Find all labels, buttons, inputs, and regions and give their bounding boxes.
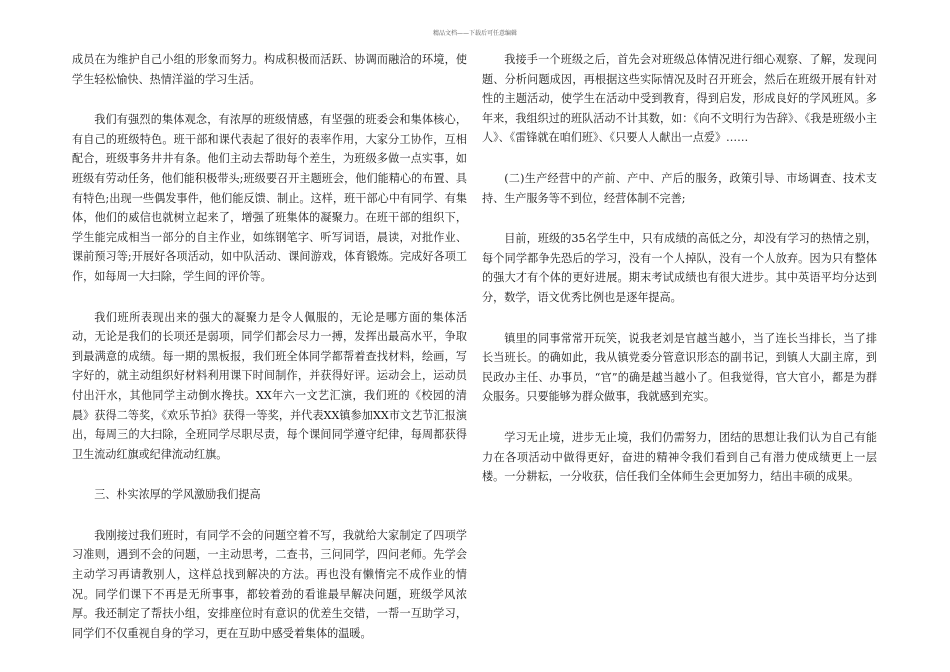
right-paragraph-4: 镇里的同事常常开玩笑，说我老刘是官越当越小，当了连长当排长，当了排长当班长。的确如此，我从镇党委分管意识形态的副书记，到镇人大副主席，到民政办主任、办事员，“官”的确是越当越小了。但我觉得，官大官小，都是为群众服务。只要能够为群众做事，我就感到充实。: [482, 331, 877, 404]
left-column: [72, 50, 467, 643]
right-column: [482, 50, 877, 487]
right-paragraph-2: (二)生产经营中的产前、产中、产后的服务，政策引导、市场调查、技术支持、生产服务等不到位，经营体制不完善;: [482, 171, 877, 205]
left-paragraph-4: 我刚接过我们班时，有同学不会的问题空着不写，我就给大家制定了四项学习准则，遇到不会的问题，一主动思考，二查书，三问同学，四问老师。先学会主动学习再请教别人，这样总找到解决的方法。再也没有懒惰完不成作业的情况。同学们课下不再是无所事事，都较着劲的看谁最早解决问题，班级学风浓厚。我还制定了帮扶小组，安排座位时有意识的优差生交错，一帮一互助学习，同学们不仅重视自身的学习，更在互助中感受着集体的温暖。: [72, 528, 467, 640]
section-heading-3: 三、朴实浓厚的学风激励我们提高: [94, 488, 261, 502]
right-paragraph-5: 学习无止境，进步无止境，我们仍需努力，团结的思想让我们认为自己有能力在各项活动中做得更好，奋进的精神令我们看到自己有潜力使成绩更上一层楼。一分耕耘，一分收获，信任我们全体师生会更加努力，结出丰硕的成果。: [482, 430, 877, 484]
right-paragraph-1: 我接手一个班级之后，首先会对班级总体情况进行细心观察、了解，发现问题、分析问题成因，再根据这些实际情况及时召开班会，然后在班级开展有针对性的主题活动，使学生在活动中受到教育，得到启发，形成良好的学风班风。多年来，我组织过的班队活动不计其数，如：《向不文明行为告辞》、《我是班级小主人》、《雷锋就在咱们班》、《只要人人献出一点爱》……: [482, 53, 877, 145]
left-paragraph-2: 我们有强烈的集体观念，有浓厚的班级情感，有坚强的班委会和集体核心，有自己的班级特色。班干部和课代表起了很好的表率作用，大家分工协作，互相配合，班级事务井井有条。他们主动去帮助每个差生，为班级多做一点实事，如班级有劳动任务，他们能积极带头;班级要召开主题班会，他们能精心的布置、具有特色;出现一些偶发事件，他们能反馈、制止。这样，班干部心中有同学、有集体，他们的威信也就树立起来了，增强了班集体的凝聚力。在班干部的组织下，学生能完成相当一部分的自主作业，如练钢笔字、听写词语，晨读，对批作业、课前预习等;开展好各项活动，如中队活动、课间游戏，体育锻炼。完成好各项工作，如每周一大扫除，学生间的评价等。: [72, 113, 467, 283]
left-paragraph-3: 我们班所表现出来的强大的凝聚力是令人佩服的，无论是哪方面的集体活动，无论是我们的长项还是弱项，同学们都会尽力一搏，发挥出最高水平，争取到最满意的成绩。每一期的黑板报，我们班全体同学都帮着查找材料，绘画，写字好的，就主动组织好材料利用课下时间制作，并获得好评。运动会上，运动员付出汗水，其他同学主动倒水搀扶。XX年六一文艺汇演，我们班的《校园的清晨》获得二等奖，《欢乐节拍》获得一等奖，并代表XX镇参加XX市文艺节汇报演出，每周三的大扫除，全班同学尽职尽责，每个课间同学遵守纪律，每周都获得卫生流动红旗或纪律流动红旗。: [72, 310, 467, 461]
page-header: 精品文档——下载后可任意编辑: [432, 30, 517, 37]
left-paragraph-1: 成员在为维护自己小组的形象而努力。构成积极而活跃、协调而融洽的环境，使学生轻松愉快、热情洋溢的学习生活。: [72, 53, 467, 86]
right-paragraph-3: 目前，班级的35名学生中，只有成绩的高低之分，却没有学习的热情之别，每个同学都争先恐后的学习，没有一个人掉队，没有一个人放弃。因为只有整体的强大才有个体的更好进展。期末考试成绩也有很大进步。其中英语平均分达到分，数学，语文优秀比例也是逐年提高。: [482, 232, 877, 304]
